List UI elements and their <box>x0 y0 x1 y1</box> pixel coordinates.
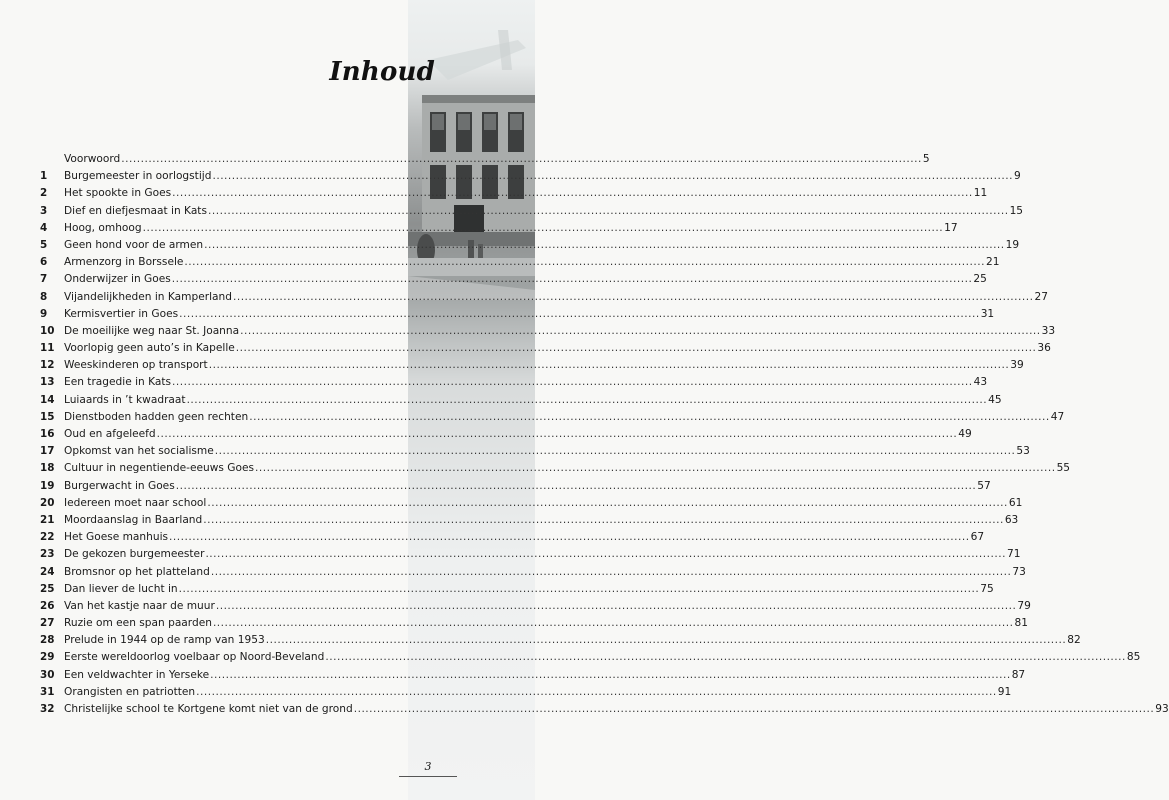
toc-leader-dots <box>157 428 958 440</box>
toc-entry-page: 5 <box>922 153 930 165</box>
toc-entry <box>40 599 1031 617</box>
toc-entry <box>40 668 1026 686</box>
toc-entry-page: 75 <box>980 582 994 595</box>
toc-entry-title: Eerste wereldoorlog voelbaar op Noord-Beveland <box>64 651 325 664</box>
toc-entry-number: 19 <box>40 479 55 492</box>
toc-entry-number: 21 <box>40 513 55 526</box>
toc-leader-dots <box>179 583 980 595</box>
toc-entry-page: 25 <box>973 273 987 286</box>
toc-leader-dots <box>210 669 1011 681</box>
toc-entry-title: Ruzie om een span paarden <box>64 617 212 630</box>
toc-entry <box>40 445 1030 462</box>
toc-entry-title: Van het kastje naar de muur <box>64 599 215 612</box>
toc-entry-title: Hoog, omhoog <box>64 221 142 234</box>
toc-leader-dots <box>184 256 985 268</box>
toc-entry <box>40 479 991 497</box>
toc-leader-dots <box>203 514 1004 526</box>
toc-entry-title: Een tragedie in Kats <box>64 376 172 389</box>
toc-entry-number: 24 <box>40 565 55 578</box>
toc-leader-dots <box>213 617 1014 629</box>
toc-entry-page: 39 <box>1010 359 1024 372</box>
toc-entry <box>40 273 987 290</box>
toc-entry-title: Een veldwachter in Yerseke <box>64 668 210 681</box>
toc-entry <box>40 290 1048 308</box>
toc-entry <box>40 170 1021 187</box>
toc-entry-number: 11 <box>40 342 55 355</box>
toc-entry-number: 9 <box>40 307 48 320</box>
toc-entry-page: 36 <box>1037 342 1051 355</box>
toc-entry-number: 1 <box>40 170 48 183</box>
toc-entry-page: 21 <box>985 256 1000 269</box>
toc-entry-number: 8 <box>40 290 48 303</box>
toc-entry-page: 33 <box>1041 324 1056 337</box>
toc-entry-number: 15 <box>40 410 55 423</box>
toc-entry <box>40 238 1020 256</box>
toc-entry-number: 6 <box>40 256 48 269</box>
toc-entry-number: 12 <box>40 359 55 372</box>
toc-leader-dots <box>233 291 1034 303</box>
toc-leader-dots <box>196 686 997 698</box>
toc-entry-number: 17 <box>40 445 55 458</box>
toc-entry <box>40 428 972 445</box>
toc-entry-page: 31 <box>980 307 995 320</box>
toc-leader-dots <box>207 497 1008 509</box>
toc-entry <box>40 548 1021 565</box>
toc-entry <box>40 651 1141 668</box>
toc-entry-title: Voorwoord <box>64 153 121 165</box>
toc-entry-title: Het spookte in Goes <box>64 187 172 200</box>
toc-leader-dots <box>121 153 922 165</box>
toc-entry-number: 25 <box>40 582 55 595</box>
toc-entry-number: 27 <box>40 617 55 630</box>
toc-entry-number: 23 <box>40 548 55 561</box>
toc-entry <box>40 256 1000 273</box>
toc-leader-dots <box>176 480 977 492</box>
toc-entry-number: 28 <box>40 634 55 647</box>
toc-entry-title: Burgerwacht in Goes <box>64 479 175 492</box>
toc-leader-dots <box>204 239 1005 251</box>
toc-entry-number: 32 <box>40 703 55 715</box>
toc-entry-number: 22 <box>40 531 55 544</box>
toc-entry-page: 27 <box>1034 290 1048 303</box>
toc-entry-number: 3 <box>40 204 48 217</box>
toc-entry <box>40 153 930 170</box>
toc-entry-page: 93 <box>1155 703 1169 715</box>
toc-entry-title: Geen hond voor de armen <box>64 238 204 251</box>
toc-entry-page: 71 <box>1007 548 1021 561</box>
toc-entry <box>40 685 1012 703</box>
toc-entry-number: 31 <box>40 685 55 698</box>
toc-entry-number: 30 <box>40 668 55 681</box>
toc-entry <box>40 496 1023 514</box>
toc-entry-number: 29 <box>40 651 55 664</box>
toc-entry-page: 82 <box>1067 634 1081 647</box>
toc-entry <box>40 204 1024 222</box>
toc-entry-page: 85 <box>1126 651 1141 664</box>
toc-entry-number: 26 <box>40 599 55 612</box>
toc-entry-page: 15 <box>1009 204 1024 217</box>
toc-leader-dots <box>211 566 1012 578</box>
toc-leader-dots <box>205 548 1006 560</box>
toc-entry-number: 16 <box>40 428 55 440</box>
toc-entry-page: 45 <box>988 393 1002 406</box>
toc-entry-page: 17 <box>944 221 958 234</box>
toc-leader-dots <box>266 634 1067 646</box>
toc-entry-number: 10 <box>40 324 55 337</box>
toc-entry <box>40 221 958 239</box>
toc-entry-title: Moordaanslag in Baarland <box>64 513 203 526</box>
toc-entry <box>40 376 988 393</box>
toc-entry <box>40 324 1056 342</box>
toc-leader-dots <box>169 531 970 543</box>
toc-leader-dots <box>179 308 980 320</box>
toc-entry-page: 55 <box>1056 462 1071 475</box>
toc-leader-dots <box>240 325 1041 337</box>
toc-entry <box>40 703 1169 720</box>
toc-entry-page: 81 <box>1014 617 1028 630</box>
toc-entry-title: De moeilijke weg naar St. Joanna <box>64 324 240 337</box>
toc-entry-title: Weeskinderen op transport <box>64 359 208 372</box>
toc-entry-title: Orangisten en patriotten <box>64 685 196 698</box>
toc-entry-title: Het Goese manhuis <box>64 531 169 544</box>
toc-leader-dots <box>354 703 1155 715</box>
toc-leader-dots <box>215 445 1016 457</box>
toc-leader-dots <box>172 376 973 388</box>
toc-leader-dots <box>236 342 1037 354</box>
toc-entry-title: Vijandelijkheden in Kamperland <box>64 290 232 303</box>
toc-leader-dots <box>172 187 973 199</box>
toc-entry <box>40 462 1071 479</box>
toc-entry-number: 2 <box>40 187 48 200</box>
toc-entry-number: 7 <box>40 273 48 286</box>
toc-entry-page: 49 <box>958 428 972 440</box>
toc-entry-page: 47 <box>1050 410 1065 423</box>
toc-entry-page: 61 <box>1008 496 1023 509</box>
toc-entry-title: Opkomst van het socialisme <box>64 445 214 458</box>
toc-entry-number: 14 <box>40 393 55 406</box>
page-number: 3 <box>424 760 432 773</box>
toc-entry-title: Voorlopig geen auto’s in Kapelle <box>64 342 235 355</box>
toc-entry <box>40 307 995 325</box>
toc-leader-dots <box>187 394 988 406</box>
toc-entry-title: Dief en diefjesmaat in Kats <box>64 204 207 217</box>
page-title: Inhoud <box>329 57 435 87</box>
toc-entry-page: 9 <box>1014 170 1021 183</box>
toc-entry-title: Prelude in 1944 op de ramp van 1953 <box>64 634 265 647</box>
toc-entry-page: 73 <box>1012 565 1026 578</box>
table-of-contents <box>40 153 1169 720</box>
toc-entry-number: 20 <box>40 496 55 509</box>
toc-entry <box>40 359 1024 376</box>
toc-entry-page: 63 <box>1004 513 1019 526</box>
toc-entry-title: Luiaards in ’t kwadraat <box>64 393 186 406</box>
toc-entry-page: 57 <box>977 479 991 492</box>
toc-entry-title: Cultuur in negentiende-eeuws Goes <box>64 462 254 475</box>
toc-leader-dots <box>325 651 1126 663</box>
toc-entry <box>40 634 1081 651</box>
toc-entry <box>40 513 1019 531</box>
toc-entry-page: 19 <box>1005 238 1020 251</box>
toc-entry <box>40 393 1002 411</box>
toc-entry-title: Iedereen moet naar school <box>64 496 207 509</box>
toc-leader-dots <box>255 462 1056 474</box>
toc-entry-number: 4 <box>40 221 48 234</box>
toc-leader-dots <box>143 222 944 234</box>
toc-entry-title: Onderwijzer in Goes <box>64 273 171 286</box>
toc-entry-page: 67 <box>970 531 985 544</box>
toc-entry-title: De gekozen burgemeester <box>64 548 205 561</box>
page-number-rule <box>399 776 457 777</box>
toc-leader-dots <box>172 273 973 285</box>
toc-entry-number: 13 <box>40 376 55 389</box>
toc-leader-dots <box>216 600 1017 612</box>
toc-entry <box>40 582 994 600</box>
toc-entry-page: 43 <box>973 376 988 389</box>
toc-entry <box>40 531 985 548</box>
toc-entry-title: Oud en afgeleefd <box>64 428 156 440</box>
toc-leader-dots <box>208 205 1009 217</box>
toc-entry-page: 79 <box>1017 599 1031 612</box>
toc-entry-number: 5 <box>40 238 48 251</box>
toc-entry-title: Dienstboden hadden geen rechten <box>64 410 249 423</box>
toc-entry-title: Bromsnor op het platteland <box>64 565 210 578</box>
toc-entry <box>40 410 1065 428</box>
toc-entry-page: 53 <box>1016 445 1030 458</box>
toc-leader-dots <box>209 359 1010 371</box>
toc-entry-title: Dan liever de lucht in <box>64 582 178 595</box>
toc-entry <box>40 187 988 204</box>
toc-entry-page: 11 <box>973 187 988 200</box>
toc-entry <box>40 565 1026 583</box>
toc-entry-number: 18 <box>40 462 55 475</box>
toc-entry <box>40 617 1028 634</box>
toc-leader-dots <box>212 170 1013 182</box>
toc-entry-title: Christelijke school te Kortgene komt niet van de grond <box>64 703 353 715</box>
toc-entry-title: Armenzorg in Borssele <box>64 256 184 269</box>
toc-entry-page: 91 <box>997 685 1012 698</box>
toc-entry-page: 87 <box>1011 668 1026 681</box>
toc-leader-dots <box>249 411 1050 423</box>
toc-entry-title: Kermisvertier in Goes <box>64 307 179 320</box>
toc-entry-title: Burgemeester in oorlogstijd <box>64 170 212 183</box>
toc-entry <box>40 342 1051 359</box>
